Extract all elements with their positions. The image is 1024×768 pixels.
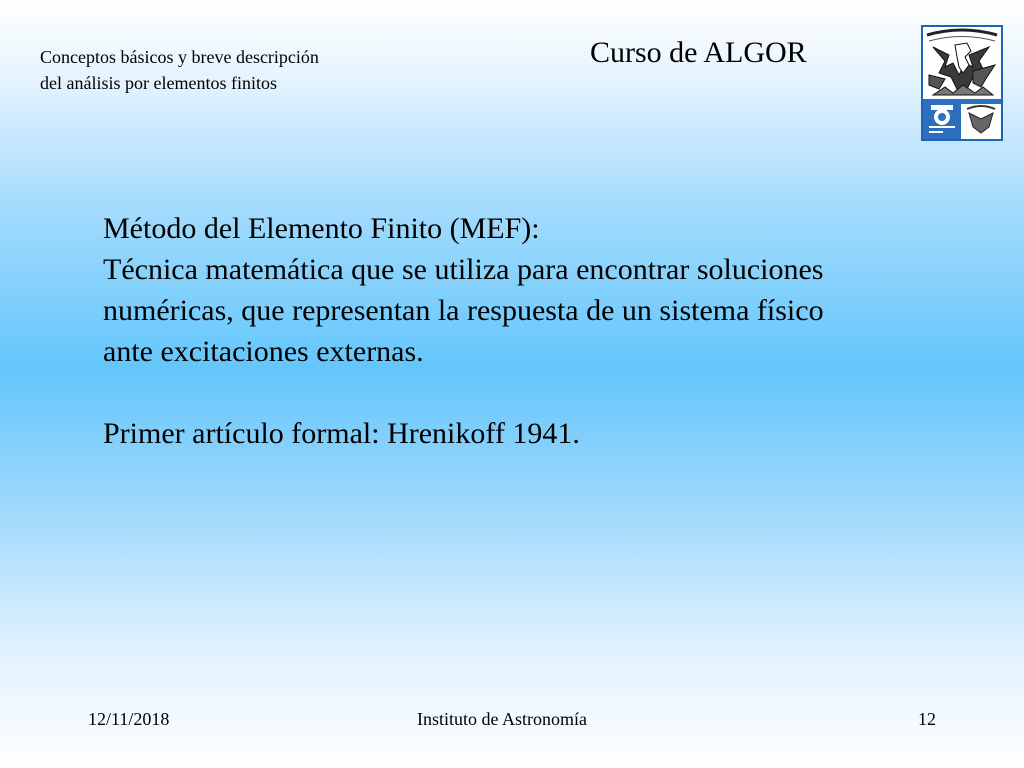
- slide-subtitle: [40, 44, 440, 96]
- definition-line-2: numéricas, que representan la respuesta de un sistema físico: [103, 294, 824, 327]
- definition-line-1: Técnica matemática que se utiliza para encontrar soluciones: [103, 253, 824, 286]
- subtitle-line-2: del análisis por elementos finitos: [40, 73, 277, 93]
- unam-seal-icon: [923, 27, 1001, 139]
- unam-logo: [921, 25, 1003, 141]
- footer-date: 12/11/2018: [88, 709, 170, 729]
- subtitle-line-1: Conceptos básicos y breve descripción: [40, 47, 319, 67]
- definition-line-3: ante excitaciones externas.: [103, 335, 424, 368]
- slide-body: [103, 208, 983, 454]
- first-article-reference: Primer artículo formal: Hrenikoff 1941.: [103, 417, 580, 450]
- footer-page-number: 12: [918, 709, 936, 729]
- mef-heading: Método del Elemento Finito (MEF):: [103, 212, 540, 245]
- course-title: Curso de ALGOR: [590, 36, 807, 69]
- footer-institution: Instituto de Astronomía: [417, 709, 587, 729]
- paragraph-gap: [103, 372, 983, 413]
